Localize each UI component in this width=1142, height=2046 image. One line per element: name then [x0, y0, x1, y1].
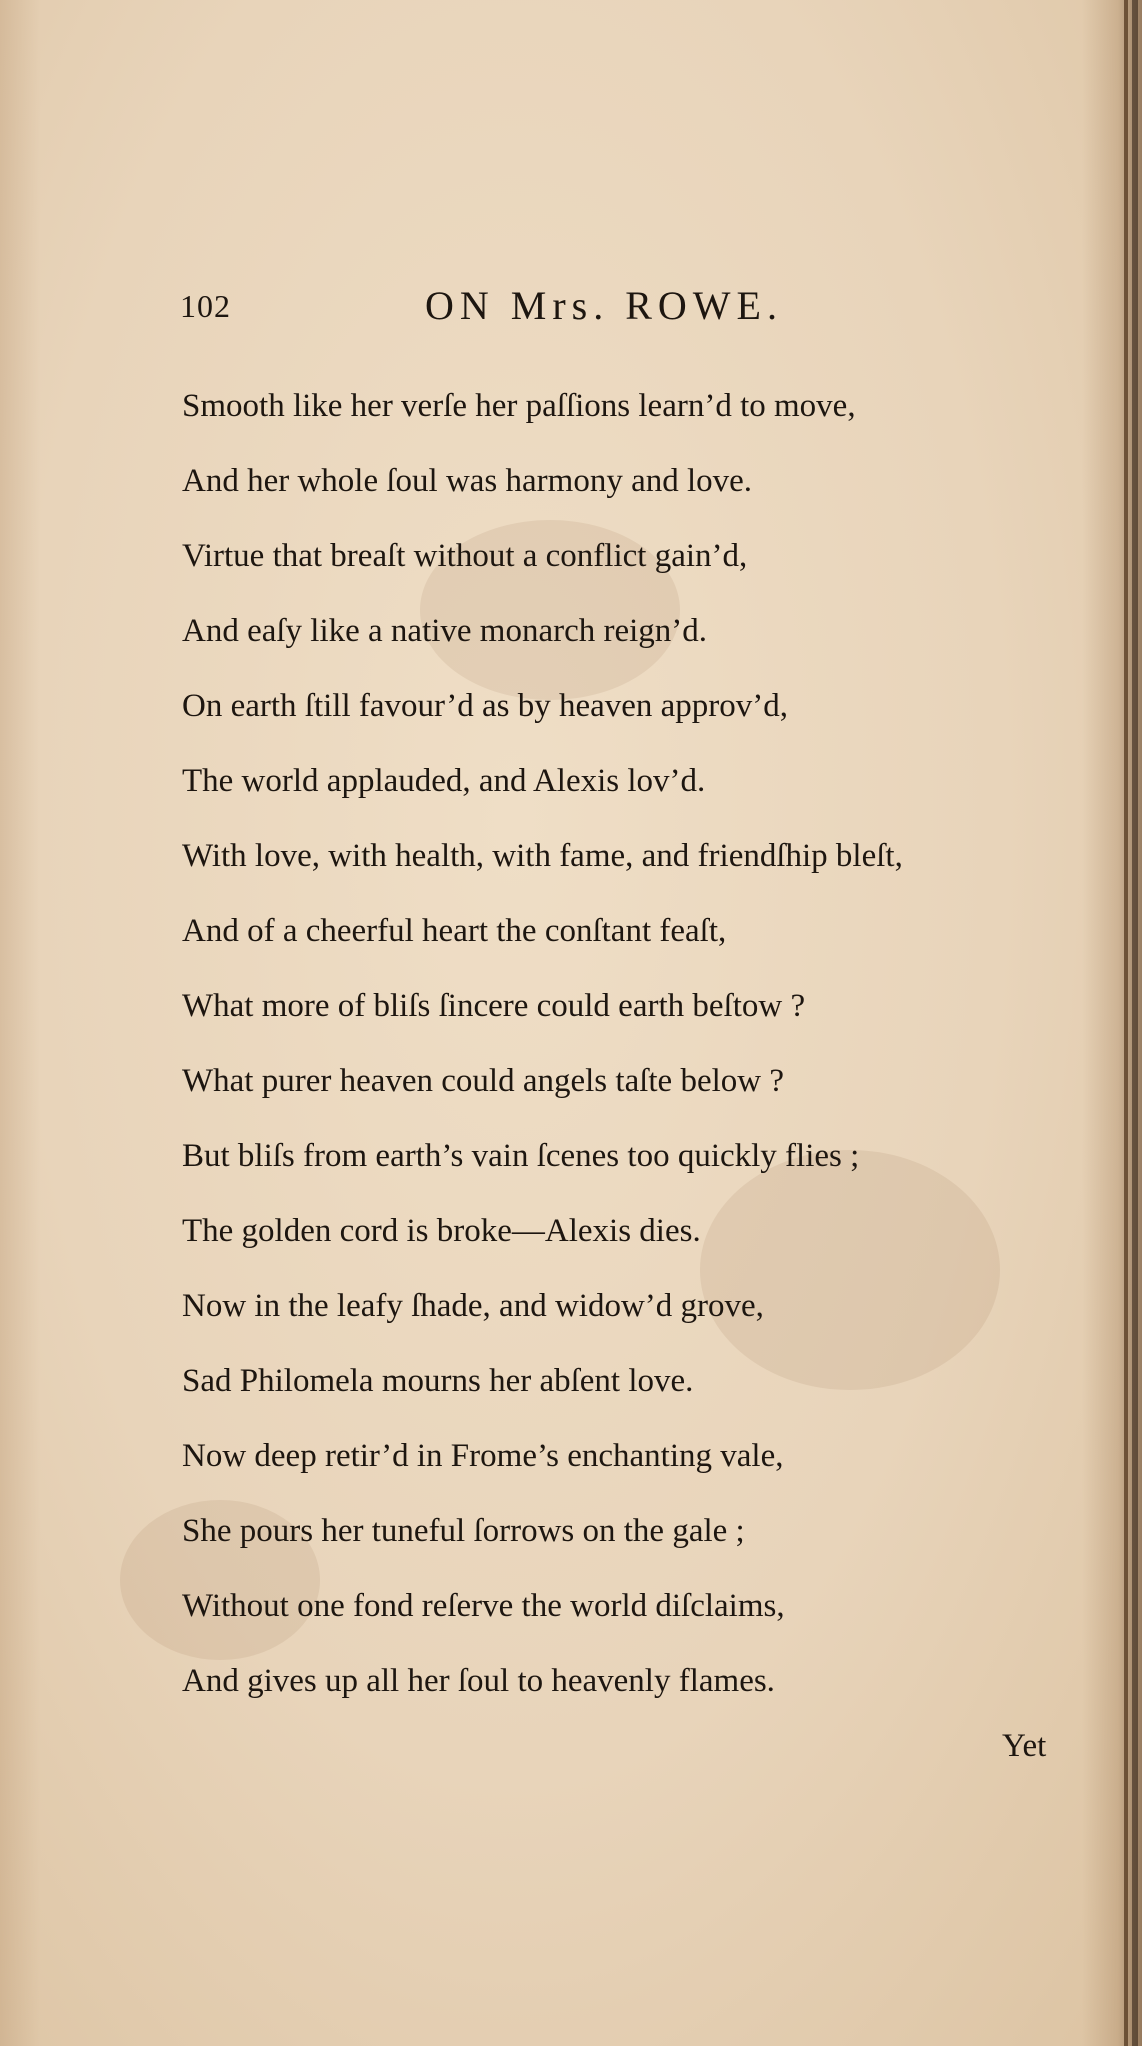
poem-line: Smooth like her verſe her paſſions learn’d to move, [182, 388, 856, 424]
poem-text [182, 382, 1062, 1732]
poem-line: And gives up all her ſoul to heavenly flames. [182, 1663, 775, 1699]
poem-line: And her whole ſoul was harmony and love. [182, 463, 753, 499]
poem-line: The world applauded, and Alexis lov’d. [182, 763, 706, 799]
poem-line: Without one fond reſerve the world diſclaims, [182, 1588, 785, 1624]
poem-line: With love, with health, with fame, and friendſhip bleſt, [182, 838, 903, 874]
poem-line: What purer heaven could angels taſte below ? [182, 1063, 784, 1099]
left-margin-shade [0, 0, 40, 2046]
running-title: ON Mrs. ROWE. [425, 283, 783, 328]
binding-edge [1132, 0, 1138, 2046]
poem-line: And of a cheerful heart the conſtant feaſt, [182, 913, 727, 949]
poem-line: And eaſy like a native monarch reign’d. [182, 613, 708, 649]
poem-line: Now in the leafy ſhade, and widow’d grove, [182, 1288, 764, 1324]
page-number: 102 [180, 288, 231, 324]
poem-line: Virtue that breaſt without a conflict gain’d, [182, 538, 748, 574]
poem-line: The golden cord is broke—Alexis dies. [182, 1213, 701, 1249]
catchword: Yet [1002, 1728, 1047, 1764]
poem-line: Sad Philomela mourns her abſent love. [182, 1363, 694, 1399]
poem-line: Now deep retir’d in Frome’s enchanting vale, [182, 1438, 784, 1474]
poem-line: On earth ſtill favour’d as by heaven approv’d, [182, 688, 789, 724]
page-header [180, 282, 1040, 332]
poem-line: What more of bliſs ſincere could earth beſtow ? [182, 988, 806, 1024]
poem-line: She pours her tuneful ſorrows on the gale ; [182, 1513, 745, 1549]
poem-line: But bliſs from earth’s vain ſcenes too quickly flies ; [182, 1138, 860, 1174]
page-edge-line [1124, 0, 1128, 2046]
